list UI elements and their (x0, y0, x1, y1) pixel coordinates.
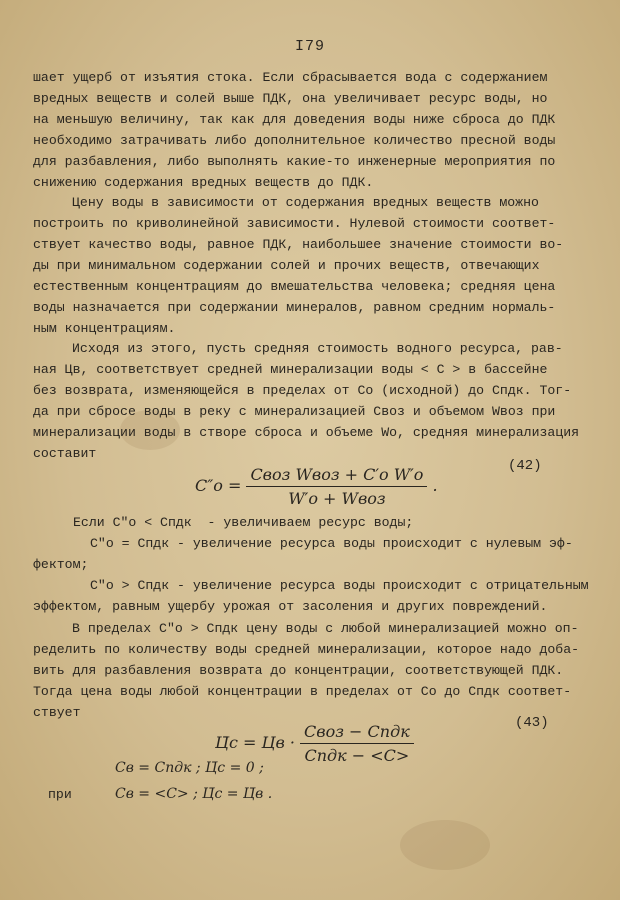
condition-line: C″o > Cпдк - увеличение ресурса воды происходит с отрицательным (90, 578, 589, 593)
text-line: необходимо затрачивать либо дополнительное количество пресной воды (33, 133, 556, 148)
case-row: Cв = Cпдк ; Ц̄c = 0 ; (115, 760, 264, 776)
text-line: ствует (33, 705, 81, 720)
text-line: снижению содержания вредных веществ до ПДК. (33, 175, 374, 190)
text-line: В пределах C″o > Cпдк цену воды с любой минерализацией можно оп- (72, 621, 579, 636)
equation-43 (215, 722, 414, 765)
equation-number: (43) (515, 715, 549, 731)
equation-dot: . (432, 476, 438, 495)
text-line: составит (33, 446, 97, 461)
text-line: воды назначается при содержании минералов, равном средним нормаль- (33, 300, 556, 315)
text-line: без возврата, изменяющейся в пределах от Co (исходной) до Cпдк. Тог- (33, 383, 572, 398)
text-line: Тогда цена воды любой концентрации в пределах от Со до Спдк соответ- (33, 684, 572, 699)
text-line: построить по криволинейной зависимости. Нулевой стоимости соответ- (33, 216, 556, 231)
case-prefix: при (48, 787, 72, 802)
text-line: шает ущерб от изъятия стока. Если сбрасывается вода с содержанием (33, 70, 548, 85)
text-line: ределить по количеству воды средней минерализации, которое надо доба- (33, 642, 580, 657)
stain (400, 820, 490, 870)
equation-lhs: C″o = (195, 476, 242, 495)
text-line: вредных веществ и солей выше ПДК, она увеличивает ресурс воды, но (33, 91, 548, 106)
text-line: ды при минимальном содержании солей и прочих веществ, отвечающих (33, 258, 540, 273)
text-line: минерализации воды в створе сброса и объеме Wo, средняя минерализация (33, 425, 580, 440)
equation-lhs: Ц̄c = Цв · (215, 733, 295, 752)
condition-line: Если C″o < Cпдк - увеличиваем ресурс воды; (73, 515, 414, 530)
equation-numerator: Cвоз − Cпдк (300, 722, 414, 744)
equation-number: (42) (508, 458, 542, 474)
text-line: Цену воды в зависимости от содержания вредных веществ можно (72, 195, 539, 210)
equation-denominator: W′o + Wвоз (288, 489, 386, 508)
condition-line: фектом; (33, 557, 89, 572)
equation-denominator: Cпдк − <C> (304, 746, 410, 765)
text-line: ная Цв, соответствует средней минерализации воды < C > в бассейне (33, 362, 548, 377)
page-number: I79 (294, 38, 325, 55)
equation-42 (195, 465, 438, 508)
text-line: естественным концентрациям до вмешательства человека; средняя цена (33, 279, 556, 294)
text-line: на меньшую величину, так как для доведения воды ниже сброса до ПДК (33, 112, 556, 127)
equation-fraction (300, 722, 414, 765)
text-line: ным концентрациям. (33, 321, 176, 336)
text-line: для разбавления, либо выполнять какие-то инженерные мероприятия по (33, 154, 556, 169)
condition-line: эффектом, равным ущербу урожая от засоления и других повреждений. (33, 599, 548, 614)
equation-numerator: Cвоз Wвоз + C′o W′o (246, 465, 427, 487)
text-line: ствует качество воды, равное ПДК, наибольшее значение стоимости во- (33, 237, 564, 252)
text-line: да при сбросе воды в реку с минерализацией Cвоз и объемом Wвоз при (33, 404, 556, 419)
case-row: Cв = <C> ; Ц̄c = Ц̄в . (115, 786, 273, 802)
equation-fraction (246, 465, 427, 508)
text-line: Исходя из этого, пусть средняя стоимость водного ресурса, рав- (72, 341, 563, 356)
condition-line: C″o = Cпдк - увеличение ресурса воды происходит с нулевым эф- (90, 536, 573, 551)
text-line: вить для разбавления возврата до концентрации, соответствующей ПДК. (33, 663, 564, 678)
